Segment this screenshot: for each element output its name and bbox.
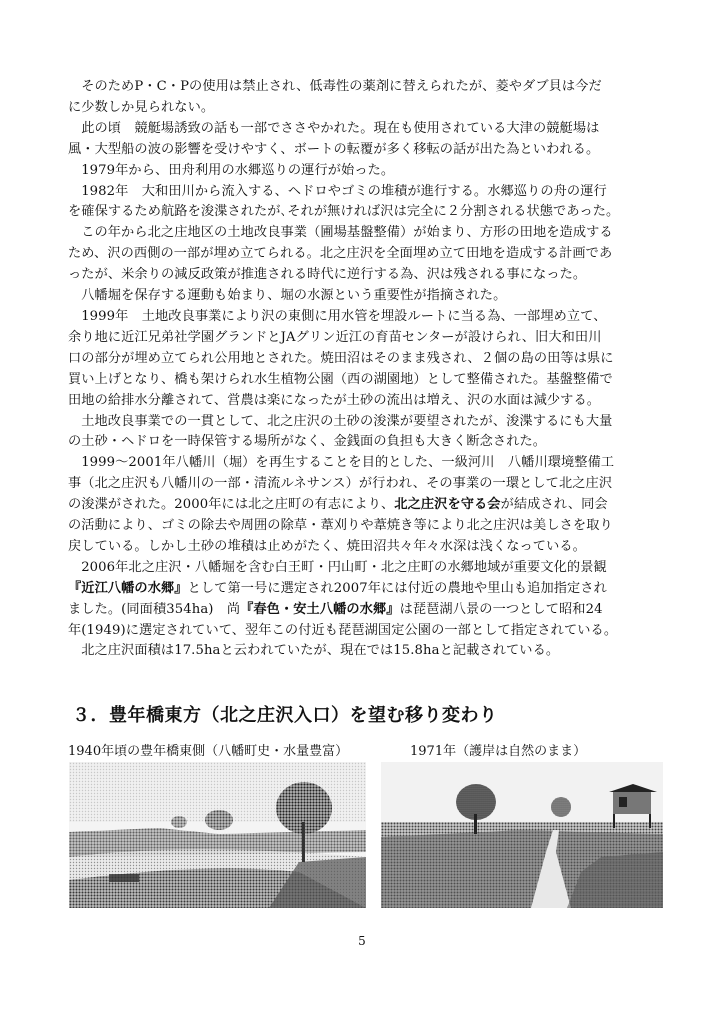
text-line	[68, 641, 664, 662]
text-run: 1999～2001年八幡川（堀）を再生することを目的とした、一級河川 八幡川環境整備工	[81, 455, 615, 471]
section-heading: ３．豊年橋東方（北之庄沢入口）を望む移り変わり	[72, 705, 498, 726]
emphasized-text: 北之庄沢を守る会	[394, 497, 501, 513]
text-run: 余り地に近江兄弟社学園グランドとJAグリン近江の育苗センターが設けられ、旧大和田川	[68, 329, 602, 345]
text-run: 田地の給排水分離されて、営農は楽になったが土砂の流出は増え、沢の水面は減少する。	[68, 392, 601, 408]
photo-1940-bridge-east	[69, 762, 366, 908]
text-line	[68, 349, 664, 370]
text-run: 事（北之庄沢も八幡川の一部・清流ルネサンス）が行われ、その事業の一環として北之庄沢	[68, 476, 613, 492]
text-line	[68, 432, 664, 453]
text-run: そのためP・C・Pの使用は禁止され、低毒性の薬剤に替えられたが、菱やダブ貝は今だ	[81, 79, 602, 94]
paragraph	[68, 223, 664, 286]
text-line	[68, 453, 664, 474]
text-line	[68, 161, 664, 182]
paragraph	[68, 182, 664, 224]
page-number: 5	[358, 934, 366, 948]
text-line	[68, 223, 664, 244]
photo-1971-natural-bank	[381, 762, 663, 908]
text-run: 買い上げとなり、橋も架けられ水生植物公園（西の湖園地）として整備された。基盤整備で	[68, 371, 613, 387]
text-run: 此の頃 競艇場誘致の話も一部でささやかれた。現在も使用されている大津の競艇場は	[81, 120, 600, 136]
text-line	[68, 516, 664, 537]
text-line	[68, 202, 664, 223]
emphasized-text: 『春色・安土八幡の水郷』	[240, 601, 400, 617]
text-line	[68, 579, 664, 600]
text-line	[68, 600, 664, 621]
text-run: 1982年 大和田川から流入する、ヘドロやゴミの堆積が進行する。水郷巡りの舟の運行	[81, 183, 607, 199]
text-line	[68, 621, 664, 642]
paragraph	[68, 77, 664, 119]
text-run: 風・大型船の波の影響を受けやすく、ボートの転覆が多く移転の話が出た為といわれる。	[68, 141, 600, 157]
text-run: ため、沢の西側の一部が埋め立てられる。北之庄沢を全面埋め立て田地を造成する計画であ	[68, 246, 613, 262]
text-run: 戻している。しかし土砂の堆積は止めがたく、焼田沼共々年々水深は浅くなっている。	[68, 538, 586, 554]
text-line	[68, 474, 664, 495]
text-line	[68, 495, 664, 516]
paragraph	[68, 641, 664, 662]
text-run: は琵琶湖八景の一つとして昭和24	[399, 601, 603, 617]
text-line	[68, 182, 664, 203]
emphasized-text: 『近江八幡の水郷』	[68, 580, 188, 596]
text-line	[68, 140, 664, 161]
text-run: 口の部分が埋め立てられ公用地とされた。焼田沼はそのまま残され、２個の島の田等は県に	[68, 350, 614, 366]
photo-caption-1971: 1971年（護岸は自然のまま）	[410, 744, 587, 759]
text-run: の土砂・ヘドロを一時保管する場所がなく、金銭面の負担も大きく断念された。	[68, 434, 547, 450]
paragraph	[68, 161, 664, 182]
text-run: 1999年 土地改良事業により沢の東側に用水管を埋設ルートに当る為、一部埋め立て、	[81, 308, 607, 324]
text-line	[68, 391, 664, 412]
text-run: 2006年北之庄沢・八幡堀を含む白王町・円山町・北之庄町の水郷地域が重要文化的景観	[81, 559, 607, 575]
text-line	[68, 307, 664, 328]
paragraph	[68, 119, 664, 161]
text-line	[68, 328, 664, 349]
text-run: に少数しか見られない。	[68, 99, 215, 115]
text-run: の活動により、ゴミの除去や周囲の除草・葦刈りや葦焼き等により北之庄沢は美しさを取り	[68, 518, 613, 534]
text-line	[68, 537, 664, 558]
paragraph	[68, 286, 664, 307]
text-run: 土地改良事業での一貫として、北之庄沢の土砂の浚渫が要望されたが、浚渫するにも大量	[81, 413, 613, 429]
text-run: 1979年から、田舟利用の水郷巡りの運行が始った。	[81, 162, 395, 178]
text-line	[68, 265, 664, 286]
text-run: が結成され、同会	[500, 497, 608, 513]
photo-caption-1940: 1940年頃の豊年橋東側（八幡町史・水量豊富）	[68, 744, 349, 759]
text-line	[68, 119, 664, 140]
paragraph	[68, 453, 664, 558]
text-line	[68, 244, 664, 265]
paragraph	[68, 412, 664, 454]
text-run: 北之庄沢面積は17.5haと云われていたが、現在では15.8haと記載されている。	[81, 643, 560, 659]
text-run: として第一号に選定され2007年には付近の農地や里山も追加指定され	[187, 580, 607, 596]
paragraph	[68, 558, 664, 642]
paragraph	[68, 307, 664, 412]
text-run: ったが、米余りの減反政策が推進される時代に逆行する為、沢は残される事になった。	[68, 267, 587, 283]
text-run: を確保するため航路を浚渫されたが､それが無ければ沢は完全に２分割される状態であった。	[68, 204, 620, 220]
text-line	[68, 412, 664, 433]
text-run: の浚渫がされた。2000年には北之庄町の有志により、	[68, 497, 395, 513]
text-line	[68, 77, 664, 98]
text-line	[68, 286, 664, 307]
text-run: 八幡堀を保存する運動も始まり、堀の水源という重要性が指摘された。	[81, 288, 507, 304]
text-line	[68, 558, 664, 579]
text-line	[68, 98, 664, 119]
text-run: ました。(同面積354ha) 尚	[68, 601, 241, 617]
text-run: この年から北之庄地区の土地改良事業（圃場基盤整備）が始まり、方形の田地を造成する	[81, 225, 613, 241]
text-line	[68, 370, 664, 391]
body-text	[68, 77, 664, 662]
text-run: 年(1949)に選定されていて、翌年この付近も琵琶湖国定公園の一部として指定されている。	[68, 622, 618, 638]
